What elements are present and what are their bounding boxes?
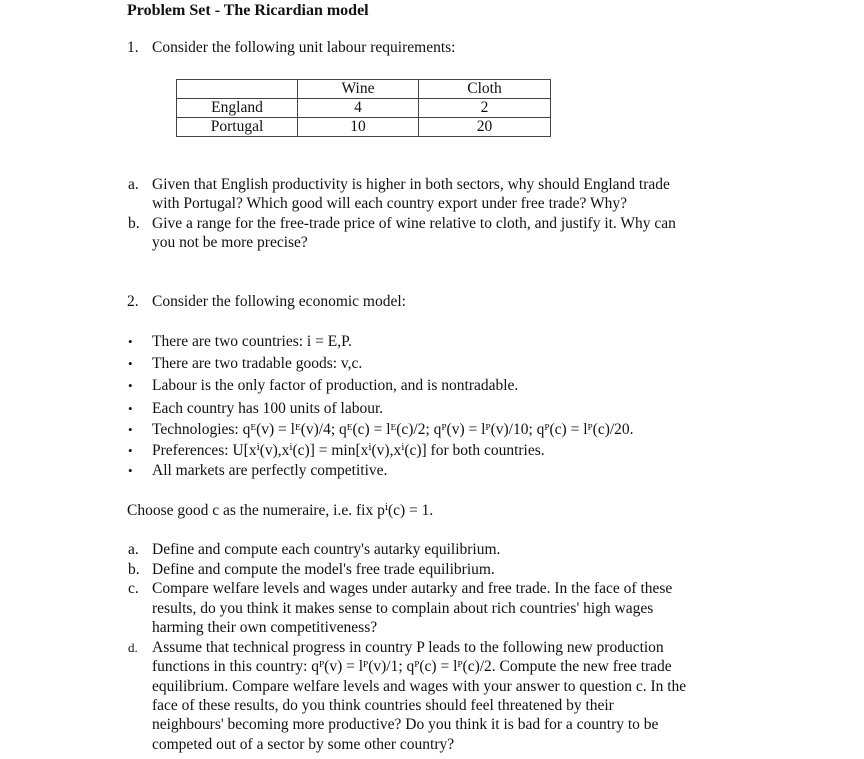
table-header-cell: Wine bbox=[298, 80, 419, 99]
part-text-line: Give a range for the free-trade price of wine relative to cloth, and justify it. Why can bbox=[152, 215, 676, 232]
part-text-line: you not be more precise? bbox=[152, 234, 308, 251]
numeraire-text: Choose good c as the numeraire, i.e. fix pⁱ(c) = 1. bbox=[127, 502, 434, 519]
bullet-icon: • bbox=[128, 401, 133, 416]
part-label: a. bbox=[128, 176, 139, 193]
part-label: d. bbox=[128, 640, 138, 655]
part-text-line: Compare welfare levels and wages under autarky and free trade. In the face of these bbox=[152, 580, 673, 597]
table-cell: England bbox=[177, 99, 298, 118]
part-text-line: with Portugal? Which good will each country export under free trade? Why? bbox=[152, 195, 628, 212]
question-1-text: Consider the following unit labour requirements: bbox=[152, 39, 456, 56]
document-title: Problem Set - The Ricardian model bbox=[127, 2, 369, 19]
labour-requirements-table bbox=[176, 79, 551, 137]
table-header-cell bbox=[177, 80, 298, 99]
bullet-item: Each country has 100 units of labour. bbox=[152, 400, 384, 417]
table-cell: 20 bbox=[419, 118, 551, 137]
bullet-item: Preferences: U[xⁱ(v),xⁱ(c)] = min[xⁱ(v),xⁱ(c)] for both countries. bbox=[152, 442, 545, 459]
bullet-item: All markets are perfectly competitive. bbox=[152, 462, 388, 479]
table-header-row bbox=[177, 80, 551, 99]
table-row bbox=[177, 118, 551, 137]
bullet-icon: • bbox=[128, 463, 133, 478]
part-text-line: equilibrium. Compare welfare levels and wages with your answer to question c. In the bbox=[152, 678, 687, 695]
bullet-item: Technologies: qᴱ(v) = lᴱ(v)/4; qᴱ(c) = lᴱ(c)/2; qᴾ(v) = lᴾ(v)/10; qᴾ(c) = lᴾ(c)/20. bbox=[152, 421, 634, 438]
bullet-item: There are two countries: i = E,P. bbox=[152, 333, 352, 350]
bullet-item: Labour is the only factor of production, and is nontradable. bbox=[152, 377, 519, 394]
part-text-line: Assume that technical progress in country P leads to the following new production bbox=[152, 639, 664, 656]
table-cell: Portugal bbox=[177, 118, 298, 137]
bullet-icon: • bbox=[128, 443, 133, 458]
part-text-line: results, do you think it makes sense to complain about rich countries' high wages bbox=[152, 600, 654, 617]
part-label: b. bbox=[128, 215, 140, 232]
bullet-icon: • bbox=[128, 378, 133, 393]
part-text-line: face of these results, do you think countries should feel threatened by their bbox=[152, 697, 614, 714]
bullet-item: There are two tradable goods: v,c. bbox=[152, 355, 363, 372]
table-cell: 2 bbox=[419, 99, 551, 118]
part-text-line: Define and compute the model's free trade equilibrium. bbox=[152, 561, 495, 578]
table-cell: 10 bbox=[298, 118, 419, 137]
question-2-number: 2. bbox=[127, 293, 139, 310]
part-label: c. bbox=[128, 580, 139, 597]
question-1-number: 1. bbox=[127, 39, 139, 56]
table-row bbox=[177, 99, 551, 118]
part-label: b. bbox=[128, 561, 140, 578]
part-text-line: neighbours' becoming more productive? Do you think it is bad for a country to be bbox=[152, 716, 659, 733]
table-header-cell: Cloth bbox=[419, 80, 551, 99]
bullet-icon: • bbox=[128, 334, 133, 349]
part-text-line: Given that English productivity is higher in both sectors, why should England trade bbox=[152, 176, 670, 193]
part-text-line: harming their own competitiveness? bbox=[152, 619, 378, 636]
bullet-icon: • bbox=[128, 356, 133, 371]
table-cell: 4 bbox=[298, 99, 419, 118]
bullet-icon: • bbox=[128, 422, 133, 437]
part-text-line: Define and compute each country's autarky equilibrium. bbox=[152, 541, 501, 558]
part-text-line: functions in this country: qᴾ(v) = lᴾ(v)/1; qᴾ(c) = lᴾ(c)/2. Compute the new free trade bbox=[152, 658, 672, 675]
question-2-text: Consider the following economic model: bbox=[152, 293, 406, 310]
part-label: a. bbox=[128, 541, 139, 558]
part-text-line: competed out of a sector by some other country? bbox=[152, 736, 455, 753]
